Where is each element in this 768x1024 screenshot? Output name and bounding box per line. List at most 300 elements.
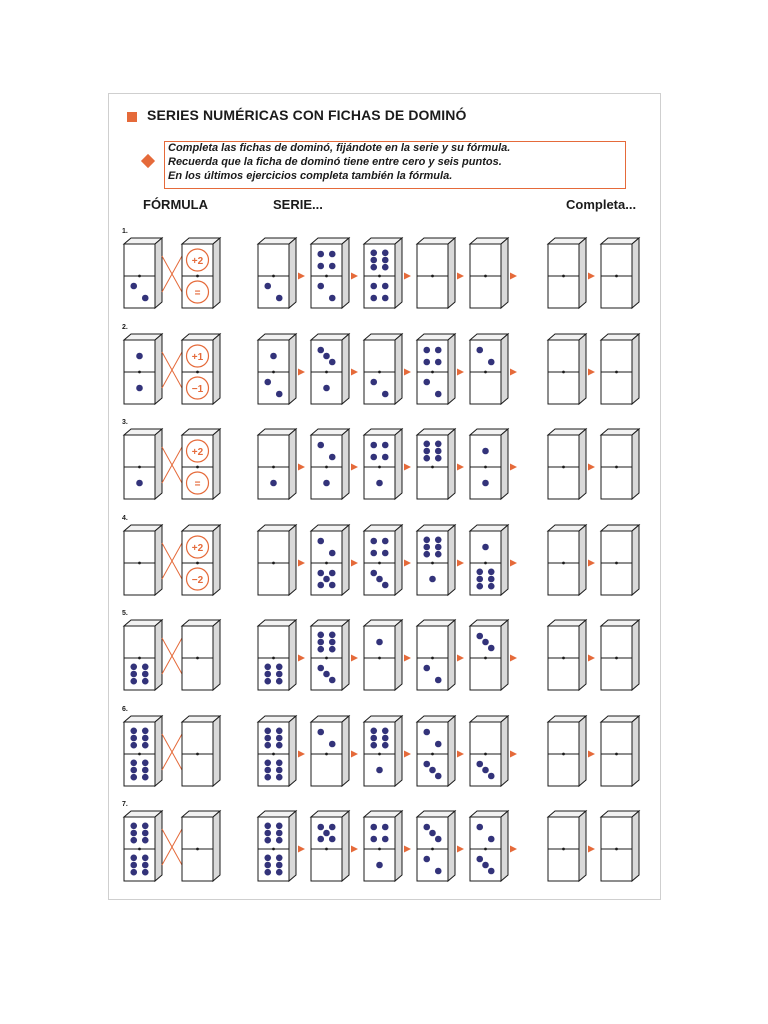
arrow-icon: [351, 846, 358, 853]
arrow-icon: [510, 273, 517, 280]
domino-side-face: [289, 334, 296, 404]
domino-pip: [317, 646, 324, 653]
domino-side-face: [501, 238, 508, 308]
domino-center-dot: [325, 562, 328, 565]
domino-pip: [317, 639, 324, 646]
series-domino: [311, 716, 349, 786]
arrow-icon: [298, 273, 305, 280]
domino-center-dot: [484, 466, 487, 469]
domino-side-face: [342, 525, 349, 595]
domino-pip: [382, 264, 389, 271]
domino-side-face: [632, 716, 639, 786]
domino-pip: [130, 671, 137, 678]
answer-domino: [548, 238, 586, 308]
domino-pip: [276, 760, 283, 767]
domino-pip: [370, 454, 377, 461]
domino-pip: [276, 678, 283, 685]
domino-pip: [382, 250, 389, 257]
domino-pip: [130, 830, 137, 837]
domino-center-dot: [138, 753, 141, 756]
domino-pip: [130, 774, 137, 781]
domino-pip: [264, 664, 271, 671]
domino-center-dot: [431, 371, 434, 374]
domino-center-dot: [272, 753, 275, 756]
arrow-icon: [404, 369, 411, 376]
domino-center-dot: [272, 466, 275, 469]
domino-pip: [317, 570, 324, 577]
arrow-icon: [351, 273, 358, 280]
domino-pip: [142, 742, 149, 749]
domino-center-dot: [484, 848, 487, 851]
operator-label: =: [194, 479, 201, 490]
domino-pip: [382, 836, 389, 843]
series-domino: [364, 811, 402, 881]
domino-pip: [488, 645, 495, 652]
arrow-icon: [457, 655, 464, 662]
domino-pip: [264, 283, 271, 290]
domino-pip: [435, 741, 442, 748]
formula-domino: [124, 620, 162, 690]
domino-pip: [370, 538, 377, 545]
domino-pip: [317, 632, 324, 639]
domino-pip: [423, 448, 430, 455]
domino-pip: [142, 760, 149, 767]
formula-domino: [124, 716, 162, 786]
domino-side-face: [579, 334, 586, 404]
domino-pip: [130, 767, 137, 774]
domino-pip: [476, 569, 483, 576]
domino-center-dot: [431, 753, 434, 756]
domino-center-dot: [484, 657, 487, 660]
domino-center-dot: [562, 657, 565, 660]
domino-pip: [276, 869, 283, 876]
arrow-icon: [457, 369, 464, 376]
domino-side-face: [501, 716, 508, 786]
domino-center-dot: [325, 657, 328, 660]
answer-domino: [601, 238, 639, 308]
exercise-number: 5.: [122, 610, 128, 617]
domino-pip: [482, 639, 489, 646]
series-domino: [258, 811, 296, 881]
domino-pip: [130, 728, 137, 735]
domino-pip: [329, 550, 336, 557]
domino-side-face: [342, 716, 349, 786]
domino-side-face: [155, 620, 162, 690]
formula-result-domino: [182, 429, 220, 499]
domino-center-dot: [615, 371, 618, 374]
domino-pip: [142, 767, 149, 774]
arrow-icon: [404, 655, 411, 662]
domino-center-dot: [138, 466, 141, 469]
arrow-icon: [510, 655, 517, 662]
domino-pip: [276, 742, 283, 749]
formula-result-domino: [182, 334, 220, 404]
domino-side-face: [579, 238, 586, 308]
domino-pip: [276, 664, 283, 671]
domino-side-face: [395, 716, 402, 786]
series-domino: [417, 620, 455, 690]
series-domino: [311, 334, 349, 404]
series-domino: [470, 238, 508, 308]
domino-pip: [276, 767, 283, 774]
arrow-icon: [404, 846, 411, 853]
domino-pip: [423, 379, 430, 386]
domino-side-face: [342, 334, 349, 404]
domino-pip: [270, 353, 277, 360]
formula-domino: [124, 525, 162, 595]
domino-pip: [435, 455, 442, 462]
arrow-icon: [510, 560, 517, 567]
domino-pip: [317, 836, 324, 843]
domino-pip: [276, 295, 283, 302]
domino-side-face: [501, 334, 508, 404]
domino-pip: [476, 856, 483, 863]
arrow-icon: [351, 369, 358, 376]
arrow-icon: [298, 655, 305, 662]
domino-pip: [370, 836, 377, 843]
domino-center-dot: [615, 753, 618, 756]
domino-pip: [382, 824, 389, 831]
arrow-icon: [457, 464, 464, 471]
domino-pip: [276, 837, 283, 844]
domino-pip: [329, 639, 336, 646]
column-header-formula: FÓRMULA: [143, 197, 208, 212]
domino-pip: [130, 855, 137, 862]
domino-center-dot: [325, 466, 328, 469]
series-domino: [470, 811, 508, 881]
domino-side-face: [289, 429, 296, 499]
domino-pip: [370, 442, 377, 449]
domino-pip: [482, 544, 489, 551]
domino-pip: [142, 830, 149, 837]
domino-pip: [323, 353, 330, 360]
domino-side-face: [289, 238, 296, 308]
series-domino: [258, 620, 296, 690]
domino-side-face: [155, 238, 162, 308]
domino-pip: [276, 855, 283, 862]
domino-pip: [264, 742, 271, 749]
domino-pip: [488, 583, 495, 590]
domino-pip: [130, 837, 137, 844]
domino-pip: [476, 583, 483, 590]
domino-pip: [435, 448, 442, 455]
domino-pip: [423, 761, 430, 768]
series-domino: [470, 620, 508, 690]
domino-center-dot: [196, 657, 199, 660]
domino-pip: [317, 824, 324, 831]
domino-pip: [142, 295, 149, 302]
formula-result-domino: [182, 525, 220, 595]
exercise-number: 2.: [122, 324, 128, 331]
answer-domino: [548, 620, 586, 690]
domino-pip: [130, 735, 137, 742]
domino-pip: [382, 742, 389, 749]
domino-center-dot: [431, 466, 434, 469]
domino-side-face: [213, 429, 220, 499]
domino-center-dot: [562, 275, 565, 278]
domino-pip: [329, 454, 336, 461]
arrow-icon: [588, 751, 595, 758]
formula-domino: [124, 238, 162, 308]
domino-pip: [270, 480, 277, 487]
domino-center-dot: [272, 275, 275, 278]
domino-pip: [370, 550, 377, 557]
domino-pip: [329, 632, 336, 639]
series-domino: [417, 429, 455, 499]
domino-pip: [482, 767, 489, 774]
domino-side-face: [155, 716, 162, 786]
domino-center-dot: [272, 371, 275, 374]
domino-side-face: [342, 811, 349, 881]
domino-pip: [423, 537, 430, 544]
domino-pip: [264, 728, 271, 735]
series-domino: [470, 525, 508, 595]
domino-pip: [136, 353, 143, 360]
exercise-number: 6.: [122, 706, 128, 713]
domino-side-face: [289, 811, 296, 881]
domino-side-face: [632, 238, 639, 308]
formula-domino: [124, 334, 162, 404]
domino-center-dot: [615, 466, 618, 469]
domino-pip: [382, 283, 389, 290]
domino-pip: [429, 576, 436, 583]
domino-side-face: [579, 525, 586, 595]
domino-side-face: [395, 525, 402, 595]
series-domino: [417, 334, 455, 404]
series-domino: [364, 525, 402, 595]
series-domino: [311, 525, 349, 595]
arrow-icon: [457, 273, 464, 280]
arrow-icon: [298, 369, 305, 376]
instruction-line-3: En los últimos ejercicios completa también la fórmula.: [168, 170, 453, 182]
domino-pip: [317, 729, 324, 736]
domino-pip: [423, 665, 430, 672]
domino-pip: [276, 862, 283, 869]
arrow-icon: [351, 751, 358, 758]
domino-center-dot: [138, 848, 141, 851]
domino-center-dot: [272, 848, 275, 851]
domino-pip: [142, 774, 149, 781]
arrow-icon: [457, 560, 464, 567]
arrow-icon: [457, 751, 464, 758]
domino-side-face: [448, 525, 455, 595]
answer-domino: [601, 334, 639, 404]
domino-pip: [488, 569, 495, 576]
domino-center-dot: [196, 753, 199, 756]
domino-pip: [435, 347, 442, 354]
arrow-icon: [510, 751, 517, 758]
domino-pip: [142, 735, 149, 742]
domino-pip: [142, 869, 149, 876]
domino-pip: [382, 295, 389, 302]
domino-pip: [264, 830, 271, 837]
domino-center-dot: [196, 371, 199, 374]
domino-pip: [136, 480, 143, 487]
domino-pip: [264, 837, 271, 844]
domino-pip: [476, 576, 483, 583]
domino-pip: [276, 735, 283, 742]
arrow-icon: [588, 273, 595, 280]
domino-pip: [382, 728, 389, 735]
domino-side-face: [395, 429, 402, 499]
domino-side-face: [342, 238, 349, 308]
formula-domino: [124, 811, 162, 881]
domino-side-face: [289, 525, 296, 595]
domino-side-face: [155, 525, 162, 595]
domino-pip: [264, 678, 271, 685]
domino-pip: [276, 774, 283, 781]
domino-pip: [264, 671, 271, 678]
domino-pip: [423, 455, 430, 462]
domino-pip: [370, 728, 377, 735]
domino-pip: [423, 359, 430, 366]
domino-pip: [476, 761, 483, 768]
domino-pip: [435, 441, 442, 448]
domino-pip: [264, 823, 271, 830]
domino-side-face: [213, 811, 220, 881]
domino-pip: [142, 664, 149, 671]
domino-pip: [382, 391, 389, 398]
answer-domino: [601, 716, 639, 786]
series-domino: [311, 811, 349, 881]
domino-pip: [329, 677, 336, 684]
domino-center-dot: [378, 466, 381, 469]
answer-domino: [548, 334, 586, 404]
formula-result-domino: [182, 620, 220, 690]
domino-side-face: [632, 429, 639, 499]
domino-pip: [264, 767, 271, 774]
arrow-icon: [298, 846, 305, 853]
domino-pip: [423, 824, 430, 831]
domino-side-face: [395, 811, 402, 881]
operator-label: +1: [191, 352, 204, 363]
domino-pip: [317, 538, 324, 545]
domino-pip: [264, 855, 271, 862]
domino-side-face: [213, 238, 220, 308]
domino-pip: [423, 856, 430, 863]
domino-pip: [370, 824, 377, 831]
domino-pip: [329, 570, 336, 577]
series-domino: [311, 620, 349, 690]
domino-pip: [370, 257, 377, 264]
operator-label: +2: [191, 256, 204, 267]
domino-pip: [370, 735, 377, 742]
domino-pip: [435, 868, 442, 875]
domino-pip: [142, 823, 149, 830]
domino-pip: [264, 862, 271, 869]
series-domino: [258, 334, 296, 404]
domino-center-dot: [615, 848, 618, 851]
series-domino: [364, 334, 402, 404]
answer-domino: [548, 525, 586, 595]
domino-pip: [423, 347, 430, 354]
domino-center-dot: [325, 848, 328, 851]
domino-side-face: [632, 525, 639, 595]
domino-pip: [317, 665, 324, 672]
domino-side-face: [342, 620, 349, 690]
domino-side-face: [579, 716, 586, 786]
domino-pip: [142, 728, 149, 735]
arrow-icon: [457, 846, 464, 853]
domino-pip: [370, 283, 377, 290]
domino-side-face: [501, 429, 508, 499]
domino-pip: [376, 862, 383, 869]
domino-pip: [482, 862, 489, 869]
domino-side-face: [395, 238, 402, 308]
domino-pip: [482, 480, 489, 487]
domino-center-dot: [615, 657, 618, 660]
domino-side-face: [579, 620, 586, 690]
domino-side-face: [448, 716, 455, 786]
domino-center-dot: [484, 753, 487, 756]
domino-center-dot: [378, 848, 381, 851]
domino-pip: [423, 544, 430, 551]
domino-pip: [130, 869, 137, 876]
domino-pip: [376, 767, 383, 774]
domino-pip: [435, 677, 442, 684]
domino-pip: [142, 862, 149, 869]
domino-pip: [264, 379, 271, 386]
arrow-icon: [588, 655, 595, 662]
domino-pip: [276, 728, 283, 735]
domino-side-face: [448, 334, 455, 404]
domino-pip: [435, 537, 442, 544]
series-domino: [258, 429, 296, 499]
domino-pip: [130, 862, 137, 869]
domino-pip: [435, 836, 442, 843]
domino-pip: [476, 347, 483, 354]
domino-pip: [329, 582, 336, 589]
domino-pip: [317, 263, 324, 270]
domino-center-dot: [325, 371, 328, 374]
domino-center-dot: [615, 562, 618, 565]
domino-pip: [317, 442, 324, 449]
domino-center-dot: [431, 657, 434, 660]
domino-pip: [317, 283, 324, 290]
domino-pip: [376, 639, 383, 646]
domino-pip: [317, 347, 324, 354]
answer-domino: [601, 525, 639, 595]
domino-pip: [376, 480, 383, 487]
domino-center-dot: [378, 753, 381, 756]
domino-side-face: [632, 811, 639, 881]
domino-center-dot: [431, 562, 434, 565]
arrow-icon: [588, 464, 595, 471]
domino-side-face: [342, 429, 349, 499]
domino-center-dot: [196, 848, 199, 851]
series-domino: [364, 716, 402, 786]
domino-pip: [476, 633, 483, 640]
answer-domino: [548, 716, 586, 786]
domino-center-dot: [325, 753, 328, 756]
domino-center-dot: [196, 562, 199, 565]
domino-pip: [382, 538, 389, 545]
domino-side-face: [213, 525, 220, 595]
domino-pip: [142, 678, 149, 685]
domino-side-face: [155, 429, 162, 499]
domino-pip: [329, 359, 336, 366]
operator-label: −1: [191, 384, 204, 395]
domino-pip: [423, 729, 430, 736]
domino-pip: [323, 576, 330, 583]
domino-pip: [329, 741, 336, 748]
domino-side-face: [501, 811, 508, 881]
domino-center-dot: [196, 275, 199, 278]
domino-center-dot: [272, 657, 275, 660]
domino-pip: [323, 385, 330, 392]
domino-side-face: [632, 334, 639, 404]
operator-label: +2: [191, 447, 204, 458]
